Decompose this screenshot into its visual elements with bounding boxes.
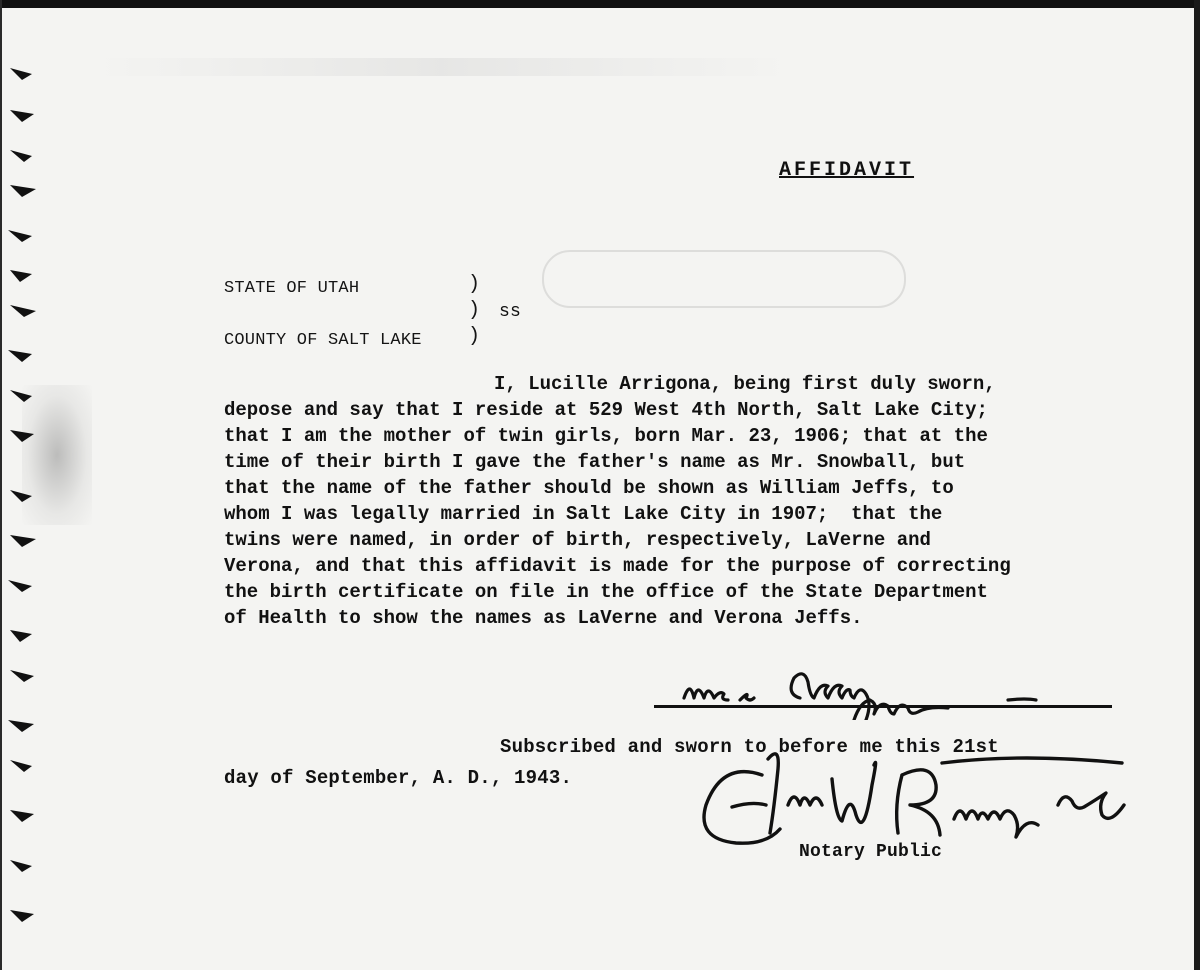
scan-right-edge: [1194, 0, 1200, 970]
body-line: that the name of the father should be shown as William Jeffs, to: [224, 477, 954, 499]
binding-hole-mark: [10, 270, 32, 282]
body-line: whom I was legally married in Salt Lake City in 1907; that the: [224, 503, 943, 525]
body-line: Verona, and that this affidavit is made for the purpose of correcting: [224, 555, 1011, 577]
body-line: the birth certificate on file in the office of the State Department: [224, 581, 988, 603]
binding-hole-mark: [8, 350, 32, 362]
binding-hole-mark: [10, 490, 32, 502]
binding-holes: [2, 20, 52, 960]
faint-stamp-outline: [542, 250, 906, 308]
binding-hole-mark: [10, 150, 32, 162]
venue-paren-bottom: ): [468, 325, 481, 348]
binding-hole-mark: [10, 810, 34, 822]
notary-public-label: Notary Public: [799, 842, 943, 862]
body-line: that I am the mother of twin girls, born Mar. 23, 1906; that at the: [224, 425, 988, 447]
body-line: time of their birth I gave the father's name as Mr. Snowball, but: [224, 451, 966, 473]
binding-hole-mark: [10, 305, 36, 317]
binding-hole-mark: [10, 860, 32, 872]
body-line: I, Lucille Arrigona, being first duly sworn,: [494, 373, 996, 395]
binding-hole-mark: [10, 910, 34, 922]
binding-hole-mark: [10, 760, 32, 772]
body-line: twins were named, in order of birth, respectively, LaVerne and: [224, 529, 931, 551]
jurat-line-1: Subscribed and sworn to before me this 21st: [500, 736, 999, 758]
body-line: depose and say that I reside at 529 West 4th North, Salt Lake City;: [224, 399, 988, 421]
venue-paren-top: ): [468, 273, 481, 296]
venue-state: STATE OF UTAH: [224, 279, 360, 298]
binding-hole-mark: [10, 670, 34, 682]
document-title: AFFIDAVIT: [779, 159, 915, 182]
binding-hole-mark: [10, 430, 34, 442]
bleed-through-text: [92, 58, 792, 76]
binding-hole-mark: [8, 580, 32, 592]
venue-ss: ss: [499, 302, 522, 322]
binding-hole-mark: [8, 230, 32, 242]
affiant-signature: [670, 660, 1090, 720]
jurat-line-2: day of September, A. D., 1943.: [224, 767, 573, 789]
affiant-signature-line: [654, 705, 1112, 708]
binding-hole-mark: [10, 535, 36, 547]
binding-hole-mark: [10, 185, 36, 197]
binding-hole-mark: [10, 390, 32, 402]
binding-hole-mark: [10, 110, 34, 122]
scan-top-edge: [2, 0, 1200, 8]
venue-paren-mid: ): [468, 299, 481, 322]
binding-hole-mark: [10, 630, 32, 642]
binding-hole-mark: [8, 720, 34, 732]
body-line: of Health to show the names as LaVerne and Verona Jeffs.: [224, 607, 863, 629]
venue-county: COUNTY OF SALT LAKE: [224, 331, 422, 350]
binding-hole-mark: [10, 68, 32, 80]
affidavit-body: [224, 371, 1164, 631]
